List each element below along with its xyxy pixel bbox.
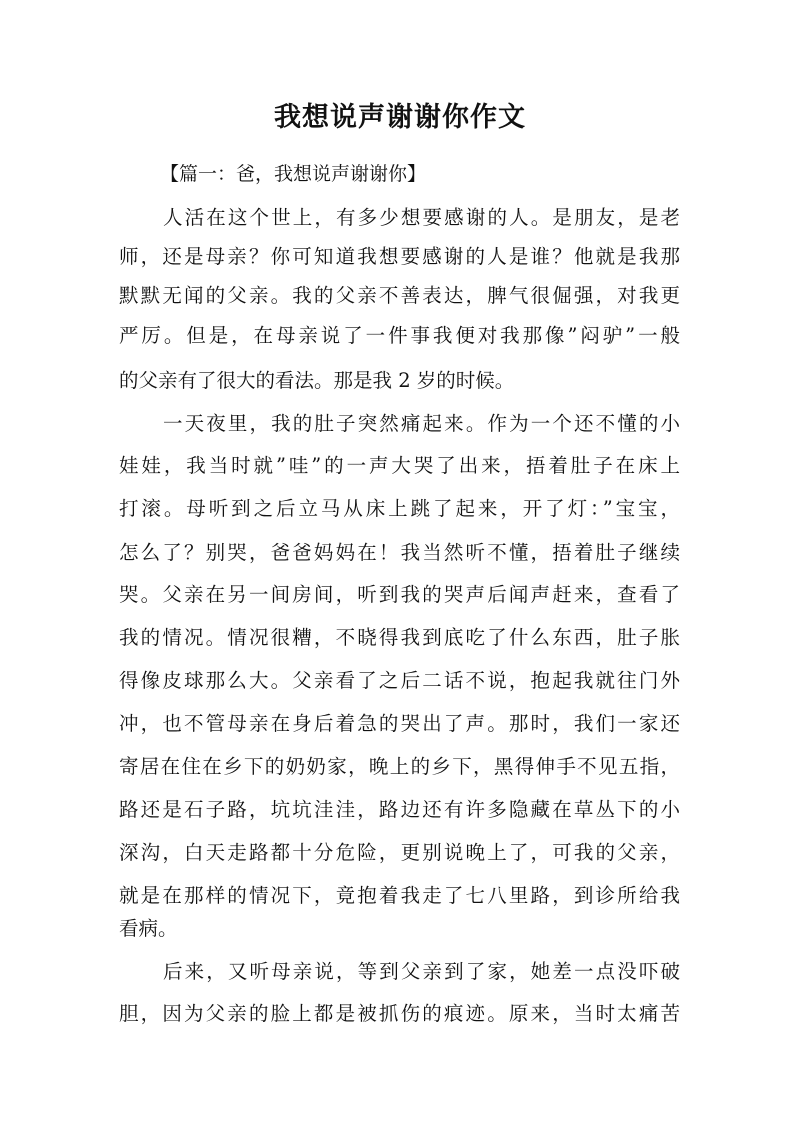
text-line: 看病。 xyxy=(119,917,178,940)
text-line: 后来，又听母亲说，等到父亲到了家，她差一点没吓破 xyxy=(163,960,680,983)
text-line: 严厉。但是，在母亲说了一件事我便对我那像”闷驴”一般 xyxy=(119,324,680,347)
text-line: 人活在这个世上，有多少想要感谢的人。是朋友，是老 xyxy=(163,206,680,229)
text-line: 我的情况。情况很糟，不晓得我到底吃了什么东西，肚子胀 xyxy=(119,626,680,649)
text-line: 打滚。母听到之后立马从床上跳了起来，开了灯：”宝宝， xyxy=(119,497,680,520)
text-line: 默默无闻的父亲。我的父亲不善表达，脾气很倔强，对我更 xyxy=(119,284,680,307)
text-line: 胆，因为父亲的脸上都是被抓伤的痕迹。原来，当时太痛苦 xyxy=(119,1002,680,1025)
text-line: 冲，也不管母亲在身后着急的哭出了声。那时，我们一家还 xyxy=(119,712,680,735)
text-line: 寄居在住在乡下的奶奶家，晚上的乡下，黑得伸手不见五指， xyxy=(119,755,680,778)
text-line: 哭。父亲在另一间房间，听到我的哭声后闻声赶来，查看了 xyxy=(119,583,680,606)
text-line: 得像皮球那么大。父亲看了之后二话不说，抱起我就往门外 xyxy=(119,669,680,692)
text-line: 的父亲有了很大的看法。那是我 2 岁的时候。 xyxy=(119,369,515,392)
document-title: 我想说声谢谢你作文 xyxy=(274,102,526,133)
text-line: 师，还是母亲？你可知道我想要感谢的人是谁？他就是我那 xyxy=(119,245,680,268)
text-line: 就是在那样的情况下，竟抱着我走了七八里路，到诊所给我 xyxy=(119,884,680,907)
text-line: 路还是石子路，坑坑洼洼，路边还有许多隐藏在草丛下的小 xyxy=(119,798,680,821)
text-line: 深沟，白天走路都十分危险，更别说晚上了，可我的父亲， xyxy=(119,841,680,864)
text-line: 怎么了？别哭，爸爸妈妈在！我当然听不懂，捂着肚子继续 xyxy=(119,541,680,564)
text-line: 娃娃，我当时就”哇”的一声大哭了出来，捂着肚子在床上 xyxy=(119,454,680,477)
section-heading: 【篇一：爸，我想说声谢谢你】 xyxy=(160,163,427,185)
text-line: 一天夜里，我的肚子突然痛起来。作为一个还不懂的小 xyxy=(163,412,680,435)
